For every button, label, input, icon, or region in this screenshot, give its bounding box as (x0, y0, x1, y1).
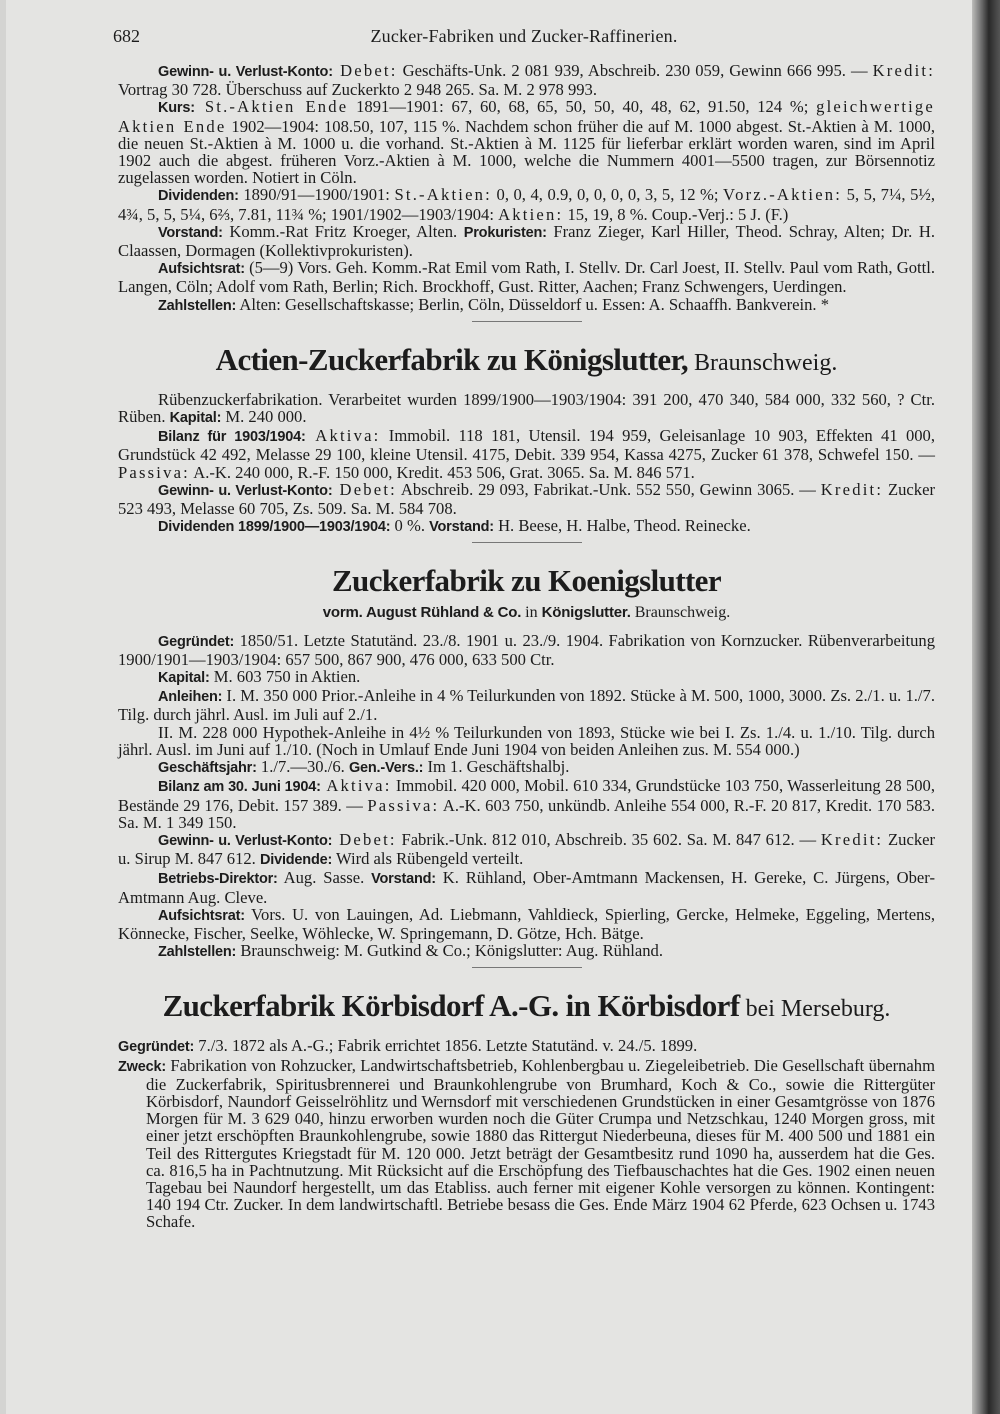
spaced-term: Aktien: (498, 204, 564, 224)
running-title: Zucker-Fabriken und Zucker-Raffinerien. (370, 26, 678, 46)
field-text: K. Rühland, Ober-Amtmann Mackensen, H. Gereke, C. Jürgens, Ober-Amtmann Aug. Cleve. (118, 868, 935, 907)
field-label: Vorstand: (371, 871, 436, 888)
field-label: Aufsichtsrat: (158, 261, 245, 278)
company-section (118, 990, 935, 1230)
spaced-term: Vorz.-Aktien: (723, 185, 843, 205)
field-text: Fabrikation von Rohzucker, Landwirtschaftsbetrieb, Kohlenbergbau u. Ziegeleibetrieb. Die Gesellschaft übernahm die Zuckerfabrik, Spiritusbrennerei und Braunkohlengrube von Brumhard, Koch & Co., sowie die Rittergüter Körbisdorf, Naundorf Geisselröhlitz und Wernsdorf mit verschiedenen Grundstücken in einer Gesamtgrösse von 1876 Morgen für M. 3 629 040, hinzu erworben wurden noch die Güter Crumpa und Netzschkau, 1240 Morgen gross, mit einer jetzt erschöpften Braunkohlengrube, sowie 1880 das Rittergut Niederbeuna, dieses für M. 400 500 und 1881 ein Teil des Rittergutes Kriegstadt für M. 120 000. Jetzt beträgt der Gesamtbesitz rund 1090 ha, ausserdem hat die Ges. ca. 816,5 ha in Pachtnutzung. Mit Rücksicht auf die Erschöpfung des Tiefbauschachtes hat die Ges. 1902 einen neuen Tagebau bei Naundorf hergestellt, um das Etabliss. auch ferner mit eigener Kohle versorgen zu können. Kontingent: 140 194 Ctr. Zucker. In dem landwirtschaftl. Betriebe besass die Ges. Ende März 1904 62 Pferde, 623 Ochsen u. 1743 Schafe. (146, 1055, 935, 1232)
field-text: A.-K. 240 000, R.-F. 150 000, Kredit. 453 506, Grat. 3065. Sa. M. 846 571. (190, 462, 695, 482)
spaced-term: Kredit: (820, 479, 884, 499)
field-text: 1902—1904: 108.50, 107, 115 %. Nachdem schon früher die auf M. 1000 abgest. St.-Aktien à M. 1000, die neuen St.-Aktien à M. 1000 u. die vorhand. St.-Aktien à M. 1125 für lieferbar erklärt worden waren, sind im April 1902 auch die abgest. früheren Vorz.-Aktien à M. 1000, welche die Nummern 4001—5500 tragen, zur Börsennotiz zugelassen worden. Notiert in Cöln. (118, 116, 936, 188)
entry-paragraph (118, 481, 935, 517)
entry-paragraph (118, 223, 935, 259)
field-label: Anleihen: (158, 689, 223, 706)
section-title (118, 341, 935, 381)
field-label: Bilanz für 1903/1904: (158, 429, 306, 446)
field-text: Zucker u. Sirup M. 847 612. (118, 829, 936, 869)
entry-paragraph (118, 687, 935, 723)
field-label: Dividende: (259, 852, 333, 869)
section-title-main: Zuckerfabrik zu Koenigslutter (331, 563, 722, 599)
entry-paragraph (118, 906, 935, 942)
field-text: Zucker 523 493, Melasse 60 705, Zs. 509. Sa. M. 584 708. (118, 479, 935, 519)
entry-paragraph (118, 259, 935, 295)
spaced-term: Passiva: (118, 462, 190, 482)
entry-paragraph (118, 942, 935, 961)
field-label: Bilanz am 30. Juni 1904: (158, 779, 321, 796)
company-section (118, 62, 935, 322)
field-label: Betriebs-Direktor: (158, 871, 278, 888)
page-number: 682 (113, 26, 140, 46)
section-title-location: Braunschweig. (688, 349, 838, 376)
field-text: Wird als Rübengeld verteilt. (332, 849, 524, 869)
entry-paragraph (118, 186, 935, 222)
spaced-term: Debet: (332, 61, 398, 80)
field-text: Im 1. Geschäftshalbj. (423, 757, 570, 777)
entry-paragraph (118, 98, 935, 186)
field-text: Abschreib. 29 093, Fabrikat.-Unk. 552 550, Gewinn 3065. — (396, 479, 821, 499)
entry-paragraph (118, 427, 935, 481)
section-subtitle (118, 604, 935, 621)
field-text: 1890/91—1900/1901: (238, 185, 395, 205)
field-label: Prokuristen: (463, 224, 547, 241)
field-text: II. M. 228 000 Hypothek-Anleihe in 4½ % Teilurkunden von 1893, Stücke wie bei I. Zs. 1./4. u. 1./10. Tilg. durch jährl. Ausl. im Juni auf 1./10. (Noch in Umlauf Ende Juni 1904 von beiden Anleihen zus. M. 554 000.) (118, 722, 935, 759)
spaced-term: St.-Aktien Ende (194, 97, 349, 117)
entry-paragraph (118, 1037, 935, 1056)
field-label: Gewinn- u. Verlust-Konto: (158, 482, 333, 499)
spaced-term: St.-Aktien: (394, 185, 492, 205)
entry-paragraph (118, 632, 935, 668)
field-label: Aufsichtsrat: (158, 907, 245, 924)
field-text: Franz Zieger, Karl Hiller, Theod. Schray, Alten; Dr. H. Claassen, Dormagen (Kollektivprokuristen). (118, 221, 935, 261)
field-text: 0 %. (390, 516, 430, 536)
field-text: Vortrag 30 728. Überschuss auf Zuckerkto 2 948 265. Sa. M. 2 978 993. (118, 80, 598, 100)
field-text: Fabrik.-Unk. 812 010, Abschreib. 35 602. Sa. M. 847 612. — (396, 829, 821, 849)
field-label: Kapital: (169, 410, 222, 427)
field-label: Vorstand: (429, 519, 494, 536)
spaced-term: Passiva: (367, 795, 440, 815)
company-section (118, 341, 935, 544)
entry-paragraph (118, 869, 935, 905)
field-text: Komm.-Rat Fritz Kroeger, Alten. (222, 221, 464, 241)
field-text: H. Beese, H. Halbe, Theod. Reinecke. (493, 516, 751, 536)
entry-paragraph (118, 391, 935, 427)
field-label: Gegründet: (158, 633, 235, 650)
field-text: 0, 0, 4, 0.9, 0, 0, 0, 0, 3, 5, 12 %; (491, 185, 724, 205)
entry-paragraph (118, 296, 935, 315)
page-body (118, 62, 935, 1231)
company-section (118, 565, 935, 968)
field-text: 1./7.—30./6. (256, 757, 349, 777)
subtitle-in: in (521, 604, 542, 622)
section-title-main: Zuckerfabrik Körbisdorf A.-G. in Körbisdorf (162, 988, 740, 1024)
section-title (118, 990, 935, 1027)
page-left-edge (0, 0, 6, 1414)
field-text: Immobil. 420 000, Mobil. 610 334, Grundstücke 103 750, Wasserleitung 28 500, Bestände 29 176, Debit. 157 389. — (118, 776, 936, 815)
spaced-term: Kredit: (872, 61, 936, 80)
field-text: M. 603 750 in Aktien. (209, 667, 361, 687)
field-text: Aug. Sasse. (277, 868, 372, 888)
spaced-term: gleichwertige Aktien Ende (118, 97, 935, 136)
subtitle-former-name: vorm. August Rühland & Co. (322, 604, 522, 622)
field-label: Gewinn- u. Verlust-Konto: (158, 64, 333, 80)
field-text: M. 240 000. (221, 407, 307, 427)
section-title-main: Actien-Zuckerfabrik zu Königslutter, (215, 341, 689, 377)
field-text: (5—9) Vors. Geh. Komm.-Rat Emil vom Rath, I. Stellv. Dr. Carl Joest, II. Stellv. Paul vom Rath, Gottl. Langen, Cöln; Adolf vom Rath, Berlin; Rich. Brockhoff, Gust. Ritter, Aachen; Franz Schwengers, Uerdingen. (118, 258, 935, 297)
field-label: Kapital: (158, 670, 210, 687)
section-divider (472, 542, 582, 543)
book-spine-shadow (972, 0, 1000, 1414)
field-text: 15, 19, 8 %. Coup.-Verj.: 5 J. (F.) (563, 204, 789, 224)
field-text: Vors. U. von Lauingen, Ad. Liebmann, Vahldieck, Spierling, Gercke, Helmeke, Eggeling, Mertens, Könnecke, Fischer, Seelke, Wöhlecke, W. Springemann, D. Götze, Hch. Bätge. (118, 904, 935, 943)
field-label: Zahlstellen: (158, 944, 237, 961)
field-text: Alten: Gesellschaftskasse; Berlin, Cöln, Düsseldorf u. Essen: A. Schaaffh. Bankverein. * (236, 294, 829, 314)
field-label: Geschäftsjahr: (158, 760, 257, 777)
entry-paragraph (118, 62, 935, 98)
field-text: Immobil. 118 181, Utensil. 194 959, Geleisanlage 10 903, Effekten 41 000, Grundstück 42 492, Melasse 29 100, kleine Utensil. 4175, Debit. 339 954, Kassa 4275, Zucker 61 378, Schwefel 150. — (118, 426, 935, 465)
section-divider (472, 321, 582, 322)
page-header (113, 26, 935, 50)
field-text: Rübenzuckerfabrikation. Verarbeitet wurden 1899/1900—1903/1904: 391 200, 470 340, 584 000, 332 560, ? Ctr. Rüben. (118, 389, 935, 427)
field-label: Gen.-Vers.: (348, 760, 424, 777)
entry-paragraph (118, 777, 935, 831)
entry-paragraph (118, 724, 935, 758)
field-text: A.-K. 603 750, unkündb. Anleihe 554 000, R.-F. 20 817, Kredit. 170 583. Sa. M. 1 349 150. (118, 795, 935, 832)
field-text: 1850/51. Letzte Statutänd. 23./8. 1901 u. 23./9. 1904. Fabrikation von Kornzucker. Rübenverarbeitung 1900/1901—1903/1904: 657 500, 867 900, 476 000, 633 500 Ctr. (118, 630, 935, 669)
subtitle-town: Königslutter. (541, 604, 631, 622)
section-divider (472, 967, 582, 968)
field-label: Zahlstellen: (158, 297, 237, 314)
field-text: 1891—1901: 67, 60, 68, 65, 50, 50, 40, 48, 62, 91.50, 124 %; (348, 97, 817, 117)
entry-paragraph (118, 758, 935, 777)
field-text: 5, 5, 7¼, 5½, 4¾, 5, 5, 5¼, 6⅔, 7.81, 11¾ %; 1901/1902—1903/1904: (118, 185, 935, 224)
spaced-term: Aktiva: (320, 776, 392, 796)
section-title-location: bei Merseburg. (739, 996, 891, 1023)
spaced-term: Debet: (332, 829, 397, 849)
field-text: I. M. 350 000 Prior.-Anleihe in 4 % Teilurkunden von 1892. Stücke à M. 500, 1000, 3000. Zs. 2./1. u. 1./7. Tilg. durch jährl. Ausl. im Juli auf 2./1. (118, 686, 935, 725)
field-label: Dividenden: (158, 188, 239, 205)
subtitle-region: Braunschweig. (630, 604, 731, 622)
entry-paragraph (118, 668, 935, 687)
field-label: Vorstand: (158, 224, 223, 241)
field-label: Dividenden 1899/1900—1903/1904: (158, 519, 391, 536)
entry-paragraph (118, 1057, 935, 1231)
entry-paragraph (118, 517, 935, 536)
field-label: Gewinn- u. Verlust-Konto: (158, 832, 333, 849)
entry-paragraph (118, 831, 935, 869)
spaced-term: Aktiva: (305, 426, 381, 446)
spaced-term: Kredit: (820, 829, 884, 849)
section-title (118, 565, 935, 602)
field-label: Kurs: (158, 100, 195, 117)
field-text: Braunschweig: M. Gutkind & Co.; Königslutter: Aug. Rühland. (236, 941, 663, 961)
field-label: Zweck: (118, 1058, 166, 1075)
field-text: Geschäfts-Unk. 2 081 939, Abschreib. 230 059, Gewinn 666 995. — (397, 61, 873, 80)
spaced-term: Debet: (332, 479, 397, 499)
field-label: Gegründet: (118, 1039, 195, 1056)
field-text: 7./3. 1872 als A.-G.; Fabrik errichtet 1856. Letzte Statutänd. v. 24./5. 1899. (194, 1036, 698, 1056)
